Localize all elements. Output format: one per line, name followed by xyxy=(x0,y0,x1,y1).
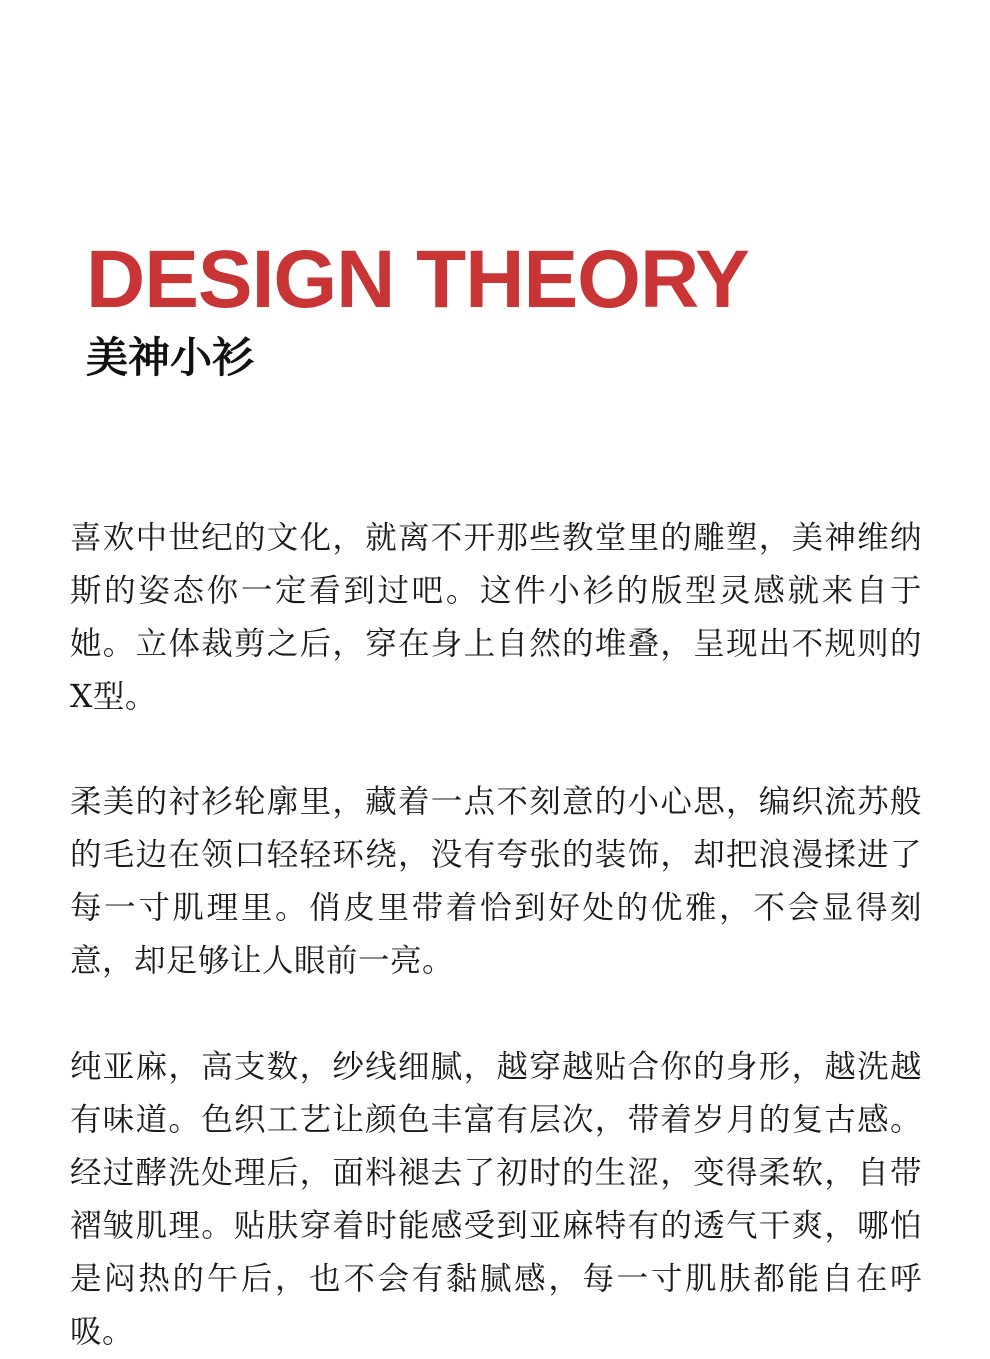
paragraph-inspiration: 喜欢中世纪的文化，就离不开那些教堂里的雕塑，美神维纳斯的姿态你一定看到过吧。这件小衫的版型灵感就来自于她。立体裁剪之后，穿在身上自然的堆叠，呈现出不规则的X型。 xyxy=(70,520,922,715)
paragraph-details: 柔美的衬衫轮廓里，藏着一点不刻意的小心思，编织流苏般的毛边在领口轻轻环绕，没有夸张的装饰，却把浪漫揉进了每一寸肌理里。俏皮里带着恰到好处的优雅，不会显得刻意，却足够让人眼前一亮。 xyxy=(70,784,922,979)
page-title: DESIGN THEORY xyxy=(86,234,749,325)
paragraph-fabric: 纯亚麻，高支数，纱线细腻，越穿越贴合你的身形，越洗越有味道。色织工艺让颜色丰富有层次，带着岁月的复古感。经过酵洗处理后，面料褪去了初时的生涩，变得柔软，自带褶皱肌理。贴肤穿着时能感受到亚麻特有的透气干爽，哪怕是闷热的午后，也不会有黏腻感，每一寸肌肤都能自在呼吸。 xyxy=(70,1049,922,1350)
product-subtitle: 美神小衫 xyxy=(86,333,255,382)
